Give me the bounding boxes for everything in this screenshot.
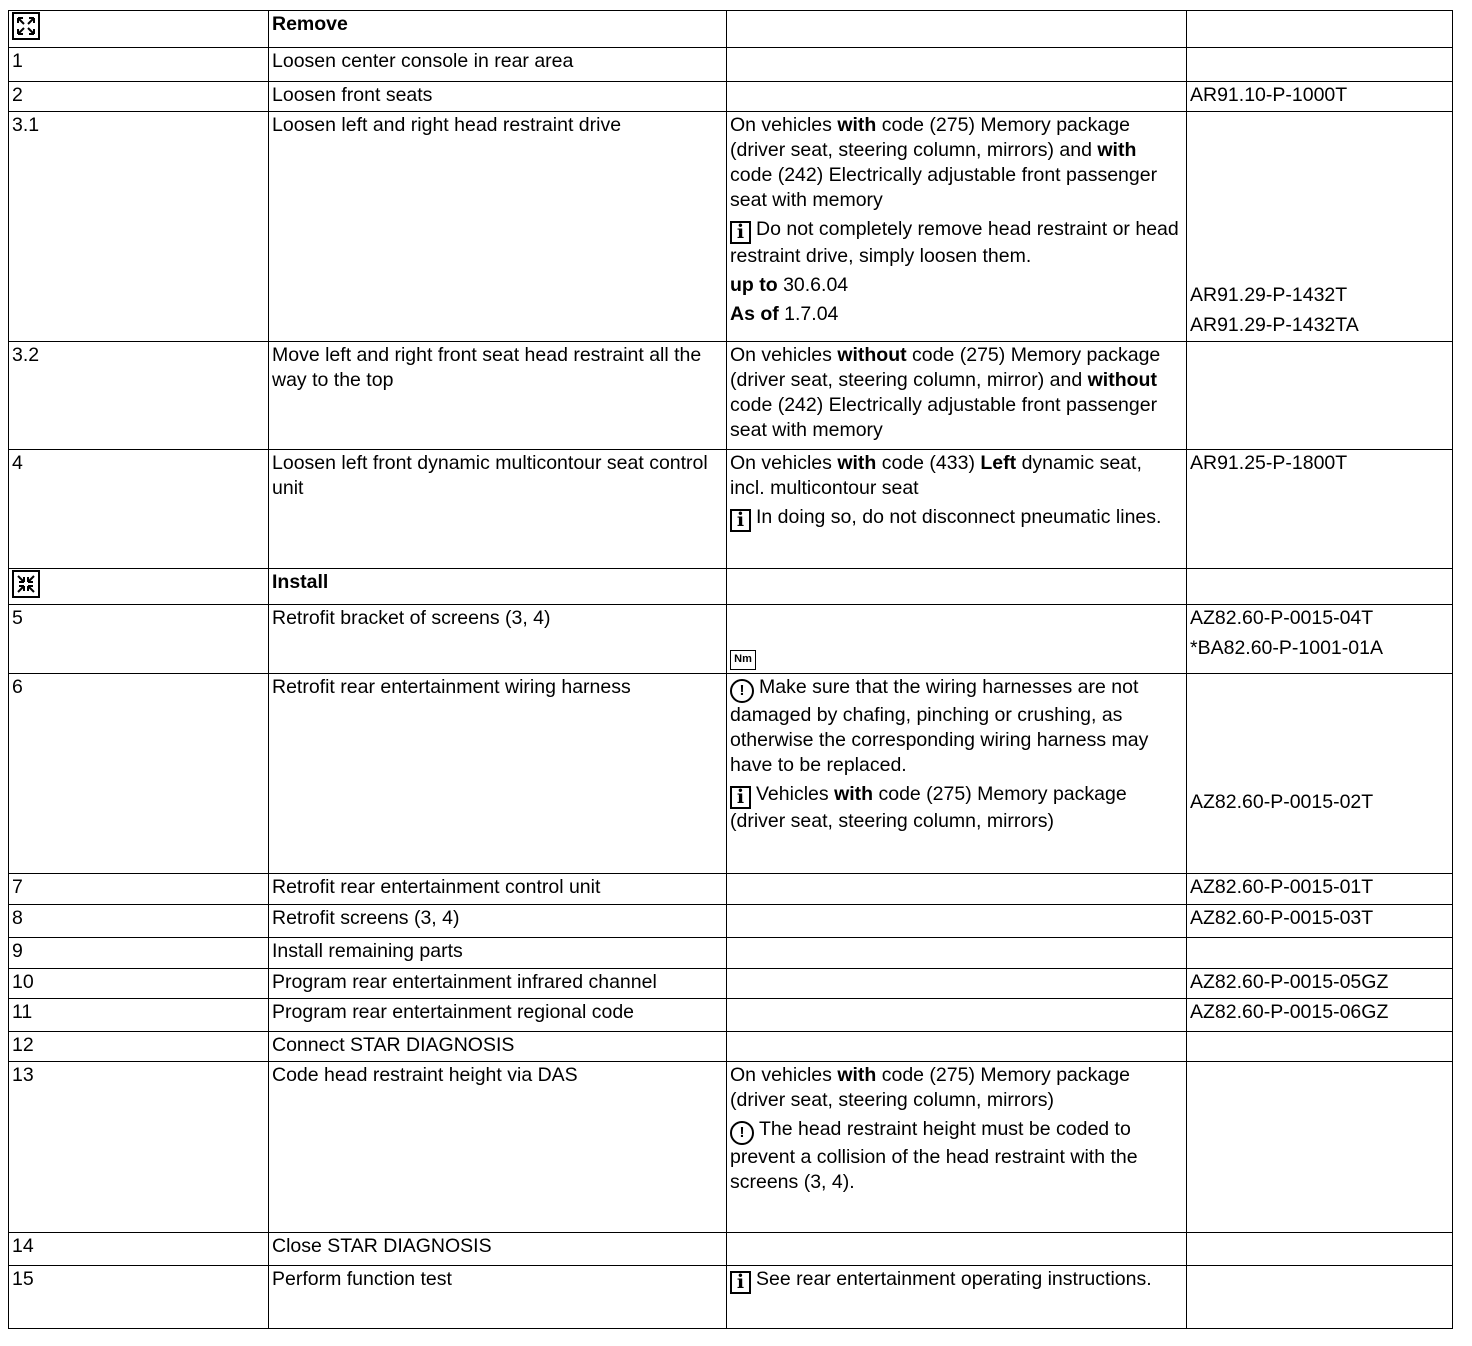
table-row: [9, 342, 1453, 450]
step-action: Loosen left front dynamic multicontour seat control unit: [269, 450, 727, 569]
procedure-table: [8, 10, 1453, 1329]
step-action: Retrofit screens (3, 4): [269, 905, 727, 938]
step-action: Move left and right front seat head restraint all the way to the top: [269, 342, 727, 450]
step-number: 10: [9, 969, 269, 999]
table-row: [9, 450, 1453, 569]
step-number: 1: [9, 48, 269, 82]
table-row: [9, 1062, 1453, 1233]
document-reference-cell: [1187, 605, 1453, 674]
table-row: [9, 999, 1453, 1032]
step-action: Loosen center console in rear area: [269, 48, 727, 82]
table-row: [9, 674, 1453, 874]
step-number: 8: [9, 905, 269, 938]
info-icon: i: [730, 221, 751, 244]
validity-upto: up to 30.6.04: [730, 274, 849, 296]
condition-text: On vehicles with code (275) Memory package (driver seat, steering column, mirrors): [730, 1064, 1130, 1111]
info-icon: i: [730, 786, 751, 809]
step-number: 9: [9, 938, 269, 969]
step-conditions: [727, 674, 1187, 874]
document-reference[interactable]: AR91.29-P-1432TA: [1190, 314, 1359, 336]
step-number: 6: [9, 674, 269, 874]
table-row: [9, 605, 1453, 674]
warning-icon: !: [730, 679, 754, 703]
table-row: [9, 1233, 1453, 1266]
step-number: 5: [9, 605, 269, 674]
document-reference[interactable]: AZ82.60-P-0015-03T: [1187, 905, 1453, 938]
condition-text: On vehicles without code (275) Memory package (driver seat, steering column, mirror) and without code (242) Electrically adjustable front passenger seat with memory: [730, 344, 1161, 441]
document-reference[interactable]: AZ82.60-P-0015-02T: [1190, 791, 1374, 813]
step-conditions: [727, 1062, 1187, 1233]
table-row: [9, 1266, 1453, 1329]
info-icon: i: [730, 1271, 751, 1294]
section-title-remove: Remove: [269, 11, 727, 48]
step-conditions: [727, 450, 1187, 569]
document-reference[interactable]: AR91.25-P-1800T: [1187, 450, 1453, 569]
info-note: i In doing so, do not disconnect pneumatic lines.: [730, 505, 1181, 532]
document-reference[interactable]: AZ82.60-P-0015-05GZ: [1187, 969, 1453, 999]
step-action: Close STAR DIAGNOSIS: [269, 1233, 727, 1266]
step-action: Perform function test: [269, 1266, 727, 1329]
document-reference-cell: [1187, 112, 1453, 342]
step-conditions: [727, 112, 1187, 342]
table-row: [9, 874, 1453, 905]
table-row: [9, 48, 1453, 82]
step-action: Retrofit bracket of screens (3, 4): [269, 605, 727, 674]
info-note: i Do not completely remove head restraint or head restraint drive, simply loosen them.: [730, 218, 1179, 267]
section-title-install: Install: [269, 569, 727, 605]
step-action: Retrofit rear entertainment wiring harness: [269, 674, 727, 874]
step-action: Program rear entertainment regional code: [269, 999, 727, 1032]
warning-icon: !: [730, 1121, 754, 1145]
step-number: 2: [9, 82, 269, 112]
warning-note: ! The head restraint height must be coded to prevent a collision of the head restraint with the screens (3, 4).: [730, 1118, 1138, 1193]
step-action: Loosen left and right head restraint drive: [269, 112, 727, 342]
step-conditions: [727, 342, 1187, 450]
table-row: [9, 82, 1453, 112]
step-number: 3.1: [9, 112, 269, 342]
step-number: 4: [9, 450, 269, 569]
document-reference[interactable]: AZ82.60-P-0015-01T: [1187, 874, 1453, 905]
step-action: Loosen front seats: [269, 82, 727, 112]
document-reference[interactable]: *BA82.60-P-1001-01A: [1190, 637, 1383, 659]
validity-asof: As of 1.7.04: [730, 303, 839, 325]
info-note: i Vehicles with code (275) Memory package (driver seat, steering column, mirrors): [730, 783, 1127, 832]
step-number: 12: [9, 1032, 269, 1062]
info-icon: i: [730, 509, 751, 532]
table-row: [9, 969, 1453, 999]
section-row-install: [9, 569, 1453, 605]
step-conditions: [727, 1266, 1187, 1329]
condition-text: On vehicles with code (433) Left dynamic seat, incl. multicontour seat: [730, 452, 1142, 499]
document-reference[interactable]: AR91.29-P-1432T: [1190, 284, 1348, 306]
table-row: [9, 112, 1453, 342]
section-row-remove: [9, 11, 1453, 48]
remove-arrows-icon: [12, 12, 40, 40]
table-row: [9, 1032, 1453, 1062]
step-number: 7: [9, 874, 269, 905]
step-number: 15: [9, 1266, 269, 1329]
step-action: Code head restraint height via DAS: [269, 1062, 727, 1233]
info-note: i See rear entertainment operating instructions.: [730, 1267, 1181, 1294]
step-action: Install remaining parts: [269, 938, 727, 969]
install-arrows-icon: [12, 570, 40, 598]
step-number: 14: [9, 1233, 269, 1266]
condition-text: On vehicles with code (275) Memory package (driver seat, steering column, mirrors) and with code (242) Electrically adjustable front passenger seat with memory: [730, 114, 1158, 211]
step-action: Program rear entertainment infrared channel: [269, 969, 727, 999]
table-row: [9, 938, 1453, 969]
step-action: Retrofit rear entertainment control unit: [269, 874, 727, 905]
document-reference[interactable]: AZ82.60-P-0015-06GZ: [1187, 999, 1453, 1032]
warning-note: ! Make sure that the wiring harnesses are not damaged by chafing, pinching or crushing, as otherwise the corresponding wiring harness may have to be replaced.: [730, 676, 1149, 776]
table-row: [9, 905, 1453, 938]
step-number: 13: [9, 1062, 269, 1233]
torque-nm-icon[interactable]: Nm: [730, 650, 756, 670]
document-reference[interactable]: AR91.10-P-1000T: [1187, 82, 1453, 112]
step-number: 11: [9, 999, 269, 1032]
document-reference[interactable]: AZ82.60-P-0015-04T: [1190, 607, 1374, 629]
step-action: Connect STAR DIAGNOSIS: [269, 1032, 727, 1062]
step-number: 3.2: [9, 342, 269, 450]
